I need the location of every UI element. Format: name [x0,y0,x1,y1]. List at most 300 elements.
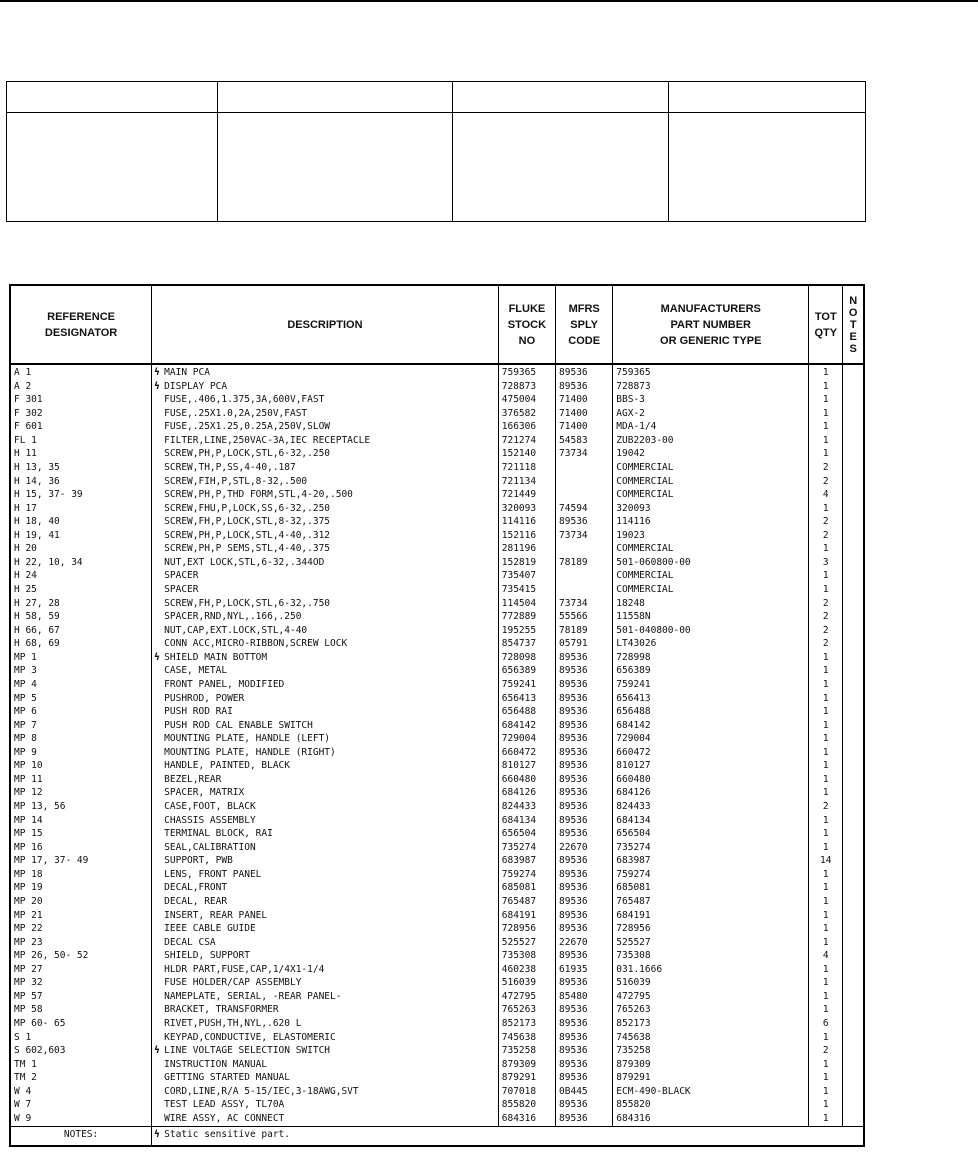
description-text: MAIN PCA [164,367,210,378]
table-row [10,407,864,421]
description-text: LENS, FRONT PANEL [164,868,262,880]
sply-code-cell: 89536 [556,719,613,733]
description-cell [152,583,499,597]
table-row [10,447,864,461]
description-cell [152,732,499,746]
description-cell [152,1098,499,1112]
sply-code-cell: 89536 [556,364,613,380]
stock-no-cell: 684316 [498,1112,555,1126]
reference-cell: MP 13, 56 [10,800,152,814]
notes-cell [843,407,864,421]
qty-cell: 1 [809,364,843,380]
stock-no-cell: 735274 [498,841,555,855]
table-row [10,786,864,800]
sply-code-cell: 89536 [556,692,613,706]
qty-cell: 2 [809,637,843,651]
sply-code-cell: 89536 [556,827,613,841]
description-cell [152,976,499,990]
description-cell [152,597,499,611]
header-tot-qty: TOT QTY [809,285,843,364]
sply-code-cell: 61935 [556,963,613,977]
qty-cell: 1 [809,827,843,841]
description-cell [152,800,499,814]
blank-cell [453,82,669,113]
part-number-cell: 660480 [613,773,809,787]
part-number-cell: 11558N [613,610,809,624]
sply-code-cell: 71400 [556,393,613,407]
part-number-cell: 472795 [613,990,809,1004]
reference-cell: MP 21 [10,909,152,923]
qty-cell: 2 [809,475,843,489]
stock-no-cell: 721118 [498,461,555,475]
stock-no-cell: 114504 [498,597,555,611]
table-row [10,1098,864,1112]
reference-cell: A 1 [10,364,152,380]
qty-cell: 1 [809,895,843,909]
stock-no-cell: 745638 [498,1031,555,1045]
part-number-cell: 765487 [613,895,809,909]
qty-cell: 1 [809,407,843,421]
reference-cell: S 1 [10,1031,152,1045]
sply-code-cell: 89536 [556,814,613,828]
stock-no-cell: 728098 [498,651,555,665]
qty-cell: 1 [809,1071,843,1085]
notes-cell [843,1112,864,1126]
table-row [10,502,864,516]
qty-cell: 1 [809,732,843,746]
description-cell [152,488,499,502]
notes-cell [843,786,864,800]
qty-cell: 6 [809,1017,843,1031]
part-number-cell: 879309 [613,1058,809,1072]
description-cell [152,502,499,516]
qty-cell: 1 [809,936,843,950]
qty-cell: 1 [809,990,843,1004]
qty-cell: 2 [809,610,843,624]
sply-code-cell: 89536 [556,895,613,909]
notes-cell [843,976,864,990]
stock-no-cell: 152819 [498,556,555,570]
qty-cell: 2 [809,515,843,529]
qty-cell: 1 [809,447,843,461]
stock-no-cell: 683987 [498,854,555,868]
blank-cell [7,113,218,222]
description-text: NUT,CAP,EXT.LOCK,STL,4-40 [164,624,308,636]
description-cell [152,746,499,760]
table-row [10,380,864,394]
reference-cell: H 20 [10,542,152,556]
notes-cell [843,800,864,814]
qty-cell: 2 [809,529,843,543]
notes-cell [843,651,864,665]
blank-form-header-row [7,82,866,113]
notes-cell [843,542,864,556]
description-text: SPACER [164,570,199,582]
description-cell [152,678,499,692]
reference-cell: MP 20 [10,895,152,909]
description-cell [152,529,499,543]
notes-cell [843,990,864,1004]
stock-no-cell: 721274 [498,434,555,448]
notes-cell [843,380,864,394]
header-mfrs-sply-code: MFRS SPLY CODE [556,285,613,364]
blank-form-table [6,81,866,222]
reference-cell: F 601 [10,420,152,434]
table-row [10,800,864,814]
qty-cell: 1 [809,692,843,706]
description-text: BEZEL,REAR [164,773,222,785]
table-row [10,1003,864,1017]
qty-cell: 4 [809,949,843,963]
table-row [10,529,864,543]
part-number-cell: 683987 [613,854,809,868]
sply-code-cell: 89536 [556,651,613,665]
reference-cell: W 4 [10,1085,152,1099]
parts-body [10,364,864,1126]
stock-no-cell: 728956 [498,922,555,936]
part-number-cell: COMMERCIAL [613,475,809,489]
qty-cell: 1 [809,1085,843,1099]
reference-cell: MP 15 [10,827,152,841]
sply-code-cell [556,542,613,556]
description-text: FUSE HOLDER/CAP ASSEMBLY [164,977,302,989]
sply-code-cell [556,475,613,489]
table-row [10,936,864,950]
stock-no-cell: 195255 [498,624,555,638]
notes-cell [843,434,864,448]
part-number-cell: 765263 [613,1003,809,1017]
stock-no-cell: 152140 [498,447,555,461]
description-text: SUPPORT, PWB [164,855,233,867]
blank-cell [453,113,669,222]
description-cell [152,1071,499,1085]
part-number-cell: 728998 [613,651,809,665]
part-number-cell: BBS-3 [613,393,809,407]
description-text: DECAL, REAR [164,895,228,907]
notes-cell [843,936,864,950]
stock-no-cell: 656389 [498,664,555,678]
reference-cell: MP 19 [10,881,152,895]
description-text: MOUNTING PLATE, HANDLE (LEFT) [164,733,331,745]
sply-code-cell: 0B445 [556,1085,613,1099]
table-row [10,569,864,583]
qty-cell: 1 [809,773,843,787]
notes-cell [843,773,864,787]
notes-cell [843,705,864,719]
stock-no-cell: 721134 [498,475,555,489]
qty-cell: 1 [809,705,843,719]
description-text: MOUNTING PLATE, HANDLE (RIGHT) [164,746,336,758]
table-row [10,1017,864,1031]
part-number-cell: 516039 [613,976,809,990]
part-number-cell: 759274 [613,868,809,882]
sply-code-cell: 89536 [556,976,613,990]
reference-cell: MP 16 [10,841,152,855]
reference-cell: H 24 [10,569,152,583]
stock-no-cell: 684126 [498,786,555,800]
description-cell [152,556,499,570]
description-text: IEEE CABLE GUIDE [164,923,256,935]
reference-cell: MP 18 [10,868,152,882]
stock-no-cell: 516039 [498,976,555,990]
table-row [10,1058,864,1072]
part-number-cell: 685081 [613,881,809,895]
description-cell [152,447,499,461]
part-number-cell: 735308 [613,949,809,963]
sply-code-cell: 89536 [556,732,613,746]
description-text: TERMINAL BLOCK, RAI [164,828,273,840]
notes-cell [843,597,864,611]
description-cell [152,705,499,719]
reference-cell: TM 2 [10,1071,152,1085]
notes-cell [843,664,864,678]
description-text: INSERT, REAR PANEL [164,909,268,921]
part-number-cell: 824433 [613,800,809,814]
qty-cell: 1 [809,1098,843,1112]
part-number-cell: COMMERCIAL [613,461,809,475]
part-number-cell: 660472 [613,746,809,760]
reference-cell: H 27, 28 [10,597,152,611]
qty-cell: 1 [809,746,843,760]
table-row [10,841,864,855]
notes-cell [843,759,864,773]
stock-no-cell: 281196 [498,542,555,556]
description-cell [152,1085,499,1099]
reference-cell: MP 12 [10,786,152,800]
part-number-cell: 759365 [613,364,809,380]
description-cell [152,881,499,895]
static-sensitive-icon: ϟ [154,1128,160,1140]
table-row [10,664,864,678]
qty-cell: 2 [809,461,843,475]
table-row [10,488,864,502]
description-text: SCREW,PH,P SEMS,STL,4-40,.375 [164,543,331,555]
parts-list-table [9,284,865,1147]
notes-cell [843,1003,864,1017]
reference-cell: MP 3 [10,664,152,678]
description-cell [152,692,499,706]
table-row [10,692,864,706]
part-number-cell: 684191 [613,909,809,923]
table-row [10,922,864,936]
part-number-cell: 684316 [613,1112,809,1126]
notes-cell [843,814,864,828]
description-cell [152,1044,499,1058]
table-row [10,364,864,380]
sply-code-cell: 71400 [556,407,613,421]
sply-code-cell: 89536 [556,678,613,692]
notes-cell [843,1044,864,1058]
sply-code-cell: 89536 [556,854,613,868]
reference-cell: W 9 [10,1112,152,1126]
stock-no-cell: 879309 [498,1058,555,1072]
reference-cell: MP 27 [10,963,152,977]
reference-cell: MP 1 [10,651,152,665]
table-row [10,1031,864,1045]
stock-no-cell: 852173 [498,1017,555,1031]
description-text: NAMEPLATE, SERIAL, -REAR PANEL- [164,990,342,1002]
part-number-cell: 19023 [613,529,809,543]
stock-no-cell: 721449 [498,488,555,502]
sply-code-cell: 71400 [556,420,613,434]
qty-cell: 1 [809,664,843,678]
description-text: FUSE,.406,1.375,3A,600V,FAST [164,394,325,406]
notes-cell [843,583,864,597]
part-number-cell: 656488 [613,705,809,719]
description-cell [152,841,499,855]
description-text: SPACER,RND,NYL,.166,.250 [164,611,302,623]
notes-cell [843,461,864,475]
stock-no-cell: 765263 [498,1003,555,1017]
part-number-cell: 735274 [613,841,809,855]
description-text: DECAL,FRONT [164,882,228,894]
description-cell [152,773,499,787]
stock-no-cell: 525527 [498,936,555,950]
description-text: SCREW,FHU,P,LOCK,SS,6-32,.250 [164,502,331,514]
qty-cell: 1 [809,569,843,583]
reference-cell: MP 4 [10,678,152,692]
description-cell [152,909,499,923]
qty-cell: 1 [809,1058,843,1072]
part-number-cell: COMMERCIAL [613,542,809,556]
part-number-cell: 879291 [613,1071,809,1085]
reference-cell: TM 1 [10,1058,152,1072]
description-text: LINE VOLTAGE SELECTION SWITCH [164,1045,331,1057]
notes-cell [843,393,864,407]
qty-cell: 1 [809,759,843,773]
table-row [10,773,864,787]
qty-cell: 4 [809,488,843,502]
stock-no-cell: 735407 [498,569,555,583]
reference-cell: H 14, 36 [10,475,152,489]
reference-cell: MP 9 [10,746,152,760]
sply-code-cell: 05791 [556,637,613,651]
sply-code-cell: 74594 [556,502,613,516]
description-cell [152,569,499,583]
table-row [10,827,864,841]
notes-cell [843,854,864,868]
sply-code-cell [556,583,613,597]
qty-cell: 14 [809,854,843,868]
description-text: DISPLAY PCA [164,380,228,392]
stock-no-cell: 660472 [498,746,555,760]
stock-no-cell: 707018 [498,1085,555,1099]
part-number-cell: COMMERCIAL [613,569,809,583]
qty-cell: 2 [809,624,843,638]
table-row [10,909,864,923]
description-text: FUSE,.25X1.0,2A,250V,FAST [164,407,308,419]
sply-code-cell: 89536 [556,1098,613,1112]
stock-no-cell: 759365 [498,364,555,380]
blank-cell [669,113,866,222]
sply-code-cell: 89536 [556,759,613,773]
part-number-cell: ECM-490-BLACK [613,1085,809,1099]
description-text: DECAL CSA [164,936,216,948]
table-row [10,990,864,1004]
reference-cell: H 17 [10,502,152,516]
table-row [10,963,864,977]
part-number-cell: 735258 [613,1044,809,1058]
notes-cell [843,475,864,489]
sply-code-cell: 89536 [556,881,613,895]
table-row [10,461,864,475]
table-row [10,868,864,882]
reference-cell: MP 58 [10,1003,152,1017]
description-text: TEST LEAD ASSY, TL70A [164,1099,285,1111]
part-number-cell: 684126 [613,786,809,800]
description-text: NUT,EXT LOCK,STL,6-32,.344OD [164,556,325,568]
stock-no-cell: 855820 [498,1098,555,1112]
qty-cell: 1 [809,841,843,855]
description-cell [152,1017,499,1031]
description-text: WIRE ASSY, AC CONNECT [164,1112,285,1124]
description-text: INSTRUCTION MANUAL [164,1058,268,1070]
description-cell [152,1003,499,1017]
sply-code-cell: 89536 [556,800,613,814]
description-cell [152,515,499,529]
table-row [10,624,864,638]
qty-cell: 1 [809,380,843,394]
stock-no-cell: 824433 [498,800,555,814]
description-text: SPACER [164,584,199,595]
notes-cell [843,868,864,882]
table-row [10,705,864,719]
description-cell [152,854,499,868]
sply-code-cell: 89536 [556,1031,613,1045]
reference-cell: FL 1 [10,434,152,448]
description-cell [152,814,499,828]
qty-cell: 1 [809,1031,843,1045]
sply-code-cell: 73734 [556,529,613,543]
description-text: KEYPAD,CONDUCTIVE, ELASTOMERIC [164,1031,336,1043]
description-text: SEAL,CALIBRATION [164,841,256,853]
sply-code-cell: 89536 [556,868,613,882]
reference-cell: H 15, 37- 39 [10,488,152,502]
part-number-cell: 525527 [613,936,809,950]
sply-code-cell [556,569,613,583]
description-text: SCREW,TH,P,SS,4-40,.187 [164,461,296,473]
sply-code-cell: 89536 [556,909,613,923]
description-text: FUSE,.25X1.25,0.25A,250V,SLOW [164,421,331,433]
description-cell [152,420,499,434]
notes-cell [843,719,864,733]
description-text: HLDR PART,FUSE,CAP,1/4X1-1/4 [164,963,325,975]
static-sensitive-icon: ϟ [154,651,160,663]
table-row [10,651,864,665]
description-cell [152,719,499,733]
sply-code-cell: 54583 [556,434,613,448]
blank-cell [218,113,453,222]
description-cell [152,651,499,665]
stock-no-cell: 152116 [498,529,555,543]
description-text: SCREW,FH,P,LOCK,STL,8-32,.375 [164,516,331,528]
description-cell [152,895,499,909]
stock-no-cell: 460238 [498,963,555,977]
qty-cell: 1 [809,881,843,895]
notes-cell [843,447,864,461]
reference-cell: MP 23 [10,936,152,950]
part-number-cell: 745638 [613,1031,809,1045]
notes-cell [843,610,864,624]
part-number-cell: 729004 [613,732,809,746]
description-cell [152,922,499,936]
sply-code-cell: 73734 [556,447,613,461]
stock-no-cell: 728873 [498,380,555,394]
part-number-cell: COMMERCIAL [613,488,809,502]
notes-cell [843,488,864,502]
stock-no-cell: 475004 [498,393,555,407]
sply-code-cell: 89536 [556,515,613,529]
